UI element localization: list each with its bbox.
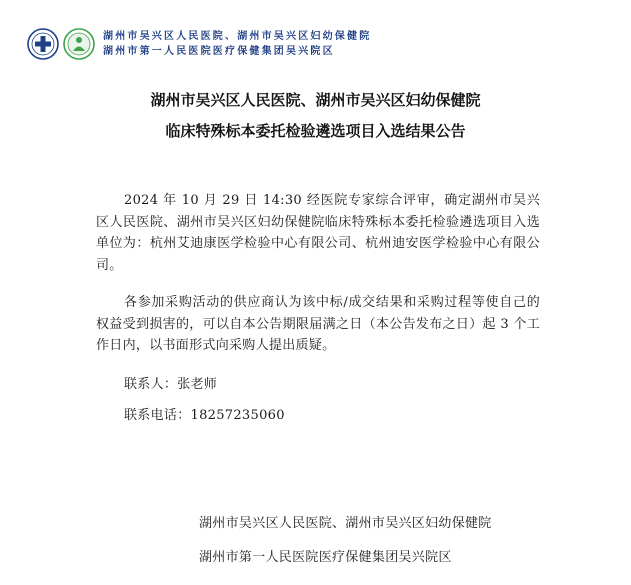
letterhead-line-2: 湖州市第一人民医院医疗保健集团吴兴院区 bbox=[103, 46, 335, 57]
contact-person: 联系人：张老师 bbox=[124, 377, 218, 392]
hospital-logo-icon bbox=[27, 28, 59, 60]
announcement-title-line-2: 临床特殊标本委托检验遴选项目入选结果公告 bbox=[165, 122, 466, 140]
contact-phone: 联系电话：18257235060 bbox=[124, 408, 285, 423]
objection-paragraph: 各参加采购活动的供应商认为该中标/成交结果和采购过程等使自己的权益受到损害的，可以自本公告期限届满之日（本公告发布之日）起 3 个工作日内，以书面形式向采购人提出质疑。 bbox=[96, 295, 540, 353]
signature-line-2: 湖州市第一人民医院医疗保健集团吴兴院区 bbox=[199, 550, 452, 565]
letterhead-line-1: 湖州市吴兴区人民医院、湖州市吴兴区妇幼保健院 bbox=[103, 31, 372, 42]
letterhead bbox=[27, 24, 447, 64]
maternal-child-logo-icon bbox=[63, 28, 95, 60]
announcement-title-line-1: 湖州市吴兴区人民医院、湖州市吴兴区妇幼保健院 bbox=[150, 91, 481, 109]
result-paragraph: 2024 年 10 月 29 日 14:30 经医院专家综合评审，确定湖州市吴兴区人民医院、湖州市吴兴区妇幼保健院临床特殊标本委托检验遴选项目入选单位为：杭州艾迪康医学检验中心有限公司、杭州迪安医学检验中心有限公司。 bbox=[96, 193, 540, 273]
signature-line-1: 湖州市吴兴区人民医院、湖州市吴兴区妇幼保健院 bbox=[199, 516, 492, 531]
